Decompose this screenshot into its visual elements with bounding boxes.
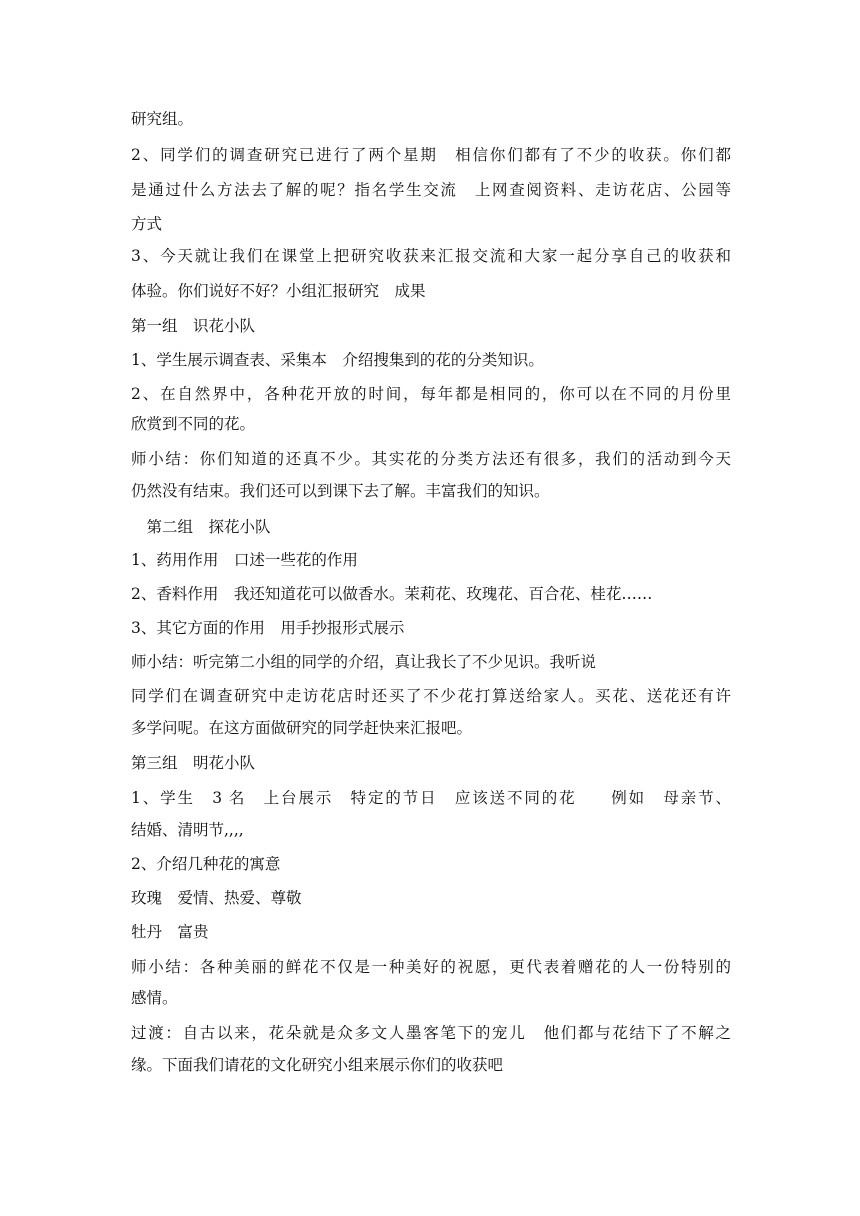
- text-line: 牡丹 富贵: [131, 923, 209, 941]
- text-line: 1、药用作用 口述一些花的作用: [131, 551, 358, 569]
- text-line: 过渡：自古以来，花朵就是众多文人墨客笔下的宠儿 他们都与花结下了不解之: [131, 1024, 731, 1042]
- text-line: 第二组 探花小队: [131, 518, 271, 536]
- text-line: 是通过什么方法去了解的呢？指名学生交流 上网查阅资料、走访花店、公园等: [131, 181, 731, 199]
- text-line: 师小结：各种美丽的鲜花不仅是一种美好的祝愿，更代表着赠花的人一份特别的: [131, 958, 731, 976]
- text-line: 师小结：你们知道的还真不少。其实花的分类方法还有很多，我们的活动到今天: [131, 450, 731, 468]
- text-line: 2、香料作用 我还知道花可以做香水。茉莉花、玫瑰花、百合花、桂花……: [131, 585, 653, 603]
- text-line: 同学们在调查研究中走访花店时还买了不少花打算送给家人。买花、送花还有许: [131, 687, 731, 705]
- text-line: 3、今天就让我们在课堂上把研究收获来汇报交流和大家一起分享自己的收获和: [131, 247, 731, 265]
- text-line: 结婚、清明节,,,,: [131, 821, 244, 839]
- text-line: 1、学生展示调查表、采集本 介绍搜集到的花的分类知识。: [131, 351, 544, 369]
- text-line: 第三组 明花小队: [131, 754, 256, 772]
- text-line: 缘。下面我们请花的文化研究小组来展示你们的收获吧: [131, 1056, 504, 1074]
- text-line: 2、介绍几种花的寓意: [131, 855, 281, 873]
- text-line: 体验。你们说好不好？小组汇报研究 成果: [131, 282, 426, 300]
- text-line: 2、同学们的调查研究已进行了两个星期 相信你们都有了不少的收获。你们都: [131, 146, 731, 164]
- text-line: 多学问呢。在这方面做研究的同学赶快来汇报吧。: [131, 719, 473, 737]
- text-line: 仍然没有结束。我们还可以到课下去了解。丰富我们的知识。: [131, 482, 550, 500]
- text-line: 玫瑰 爱情、热爱、尊敬: [131, 889, 302, 907]
- text-line: 师小结：听完第二小组的同学的介绍，真让我长了不少见识。我听说: [131, 653, 597, 671]
- text-line: 2、在自然界中，各种花开放的时间，每年都是相同的，你可以在不同的月份里: [131, 385, 731, 403]
- text-line: 研究组。: [131, 110, 194, 128]
- text-line: 欣赏到不同的花。: [131, 415, 256, 433]
- text-line: 方式: [131, 215, 163, 233]
- text-line: 3、其它方面的作用 用手抄报形式展示: [131, 619, 405, 637]
- text-line: 第一组 识花小队: [131, 317, 256, 335]
- text-line: 1、学生 3 名 上台展示 特定的节日 应该送不同的花 例如 母亲节、: [131, 789, 731, 807]
- text-line: 感情。: [131, 989, 178, 1007]
